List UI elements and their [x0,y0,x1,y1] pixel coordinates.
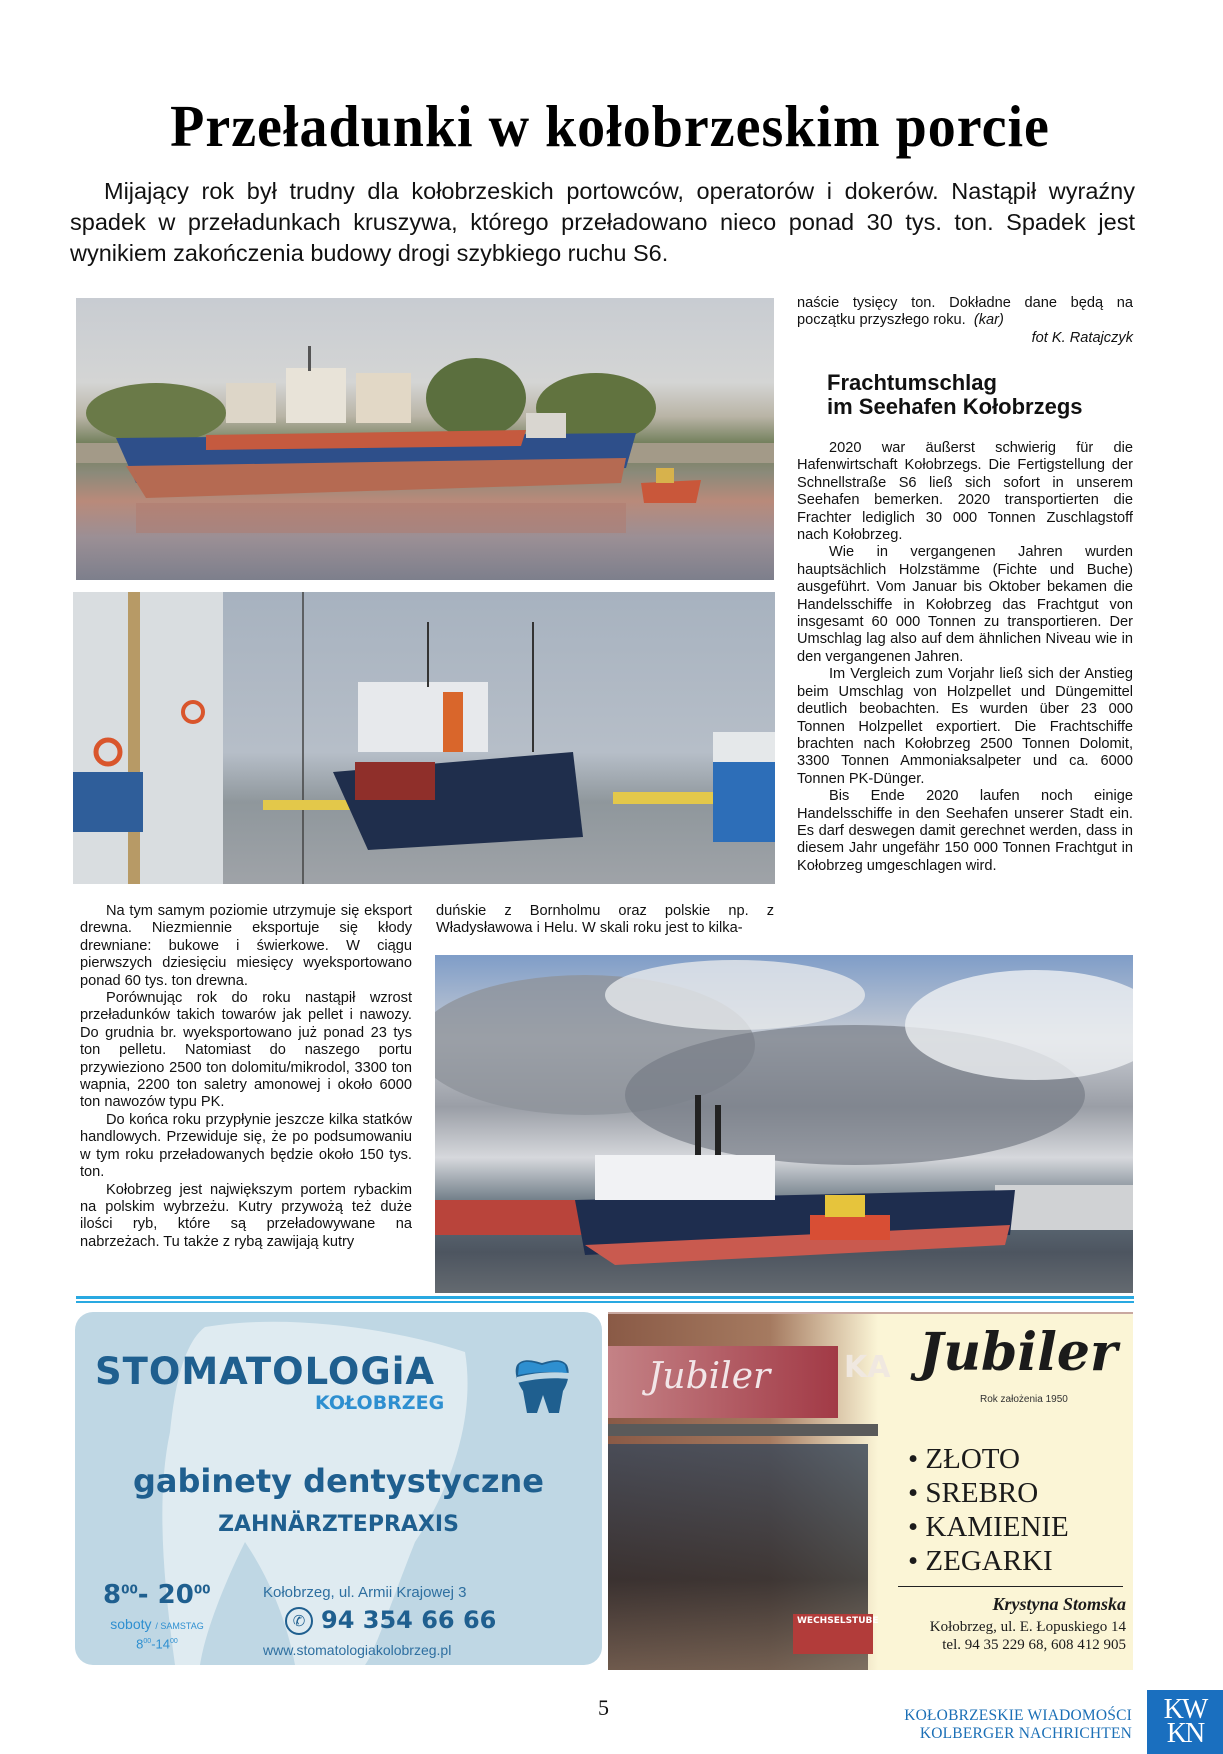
dental-headline: gabinety dentystyczne [133,1462,544,1500]
dental-city: KOŁOBRZEG [315,1392,445,1414]
dental-hours-saturday [97,1617,217,1651]
page-number: 5 [598,1695,609,1720]
lead-paragraph: Mijający rok był trudny dla kołobrzeskich portowców, operatorów i dokerów. Nastąpił wyraźny spadek w przeładunkach kruszywa, którego przeładowano nieco ponad 30 tys. ton. Spadek jest wynikiem zakończenia budowy drogi szybkiego ruchu S6. [70,178,1135,266]
dental-hours-weekday: $8^{00}-$ $20^{00}$ [103,1580,211,1610]
divider-line [76,1301,1134,1303]
article-column-2 [436,903,774,938]
jeweler-item: • ZEGARKI [908,1545,1053,1577]
shop-awning [608,1424,878,1436]
jeweler-item-label: ZEGARKI [925,1545,1053,1577]
ad-dental-clinic [75,1312,602,1665]
sat-to: 14 [155,1636,171,1652]
jeweler-address: Kołobrzeg, ul. E. Łopuskiego 14 [929,1619,1126,1635]
jeweler-item-label: KAMIENIE [925,1511,1069,1543]
logo-top: KW [1163,1694,1207,1725]
saturday-label-de: / SAMSTAG [155,1621,204,1631]
shop-sign-text: Jubiler [648,1356,771,1397]
photo2-illustration [73,592,775,884]
photo3-illustration [435,955,1133,1293]
jeweler-item-label: ZŁOTO [925,1443,1020,1475]
photo1-illustration [76,298,774,580]
jeweler-item: • ZŁOTO [908,1443,1020,1475]
publication-name-pl: KOŁOBRZESKIE WIADOMOŚCI [904,1707,1132,1724]
paragraph: Porównując rok do roku nastąpił wzrost przeładunków takich towarów jak pellet i nawozy. Do grudnia br. wyeksportowano już ponad 23 tys ton pelletu. Natomiast do naszego portu przywieziono 2500 ton dolomitu/mikrodol, 3300 ton wapnia, 2200 ton saletry amonowej i około 6000 ton nawozów typu PK. [80,990,412,1111]
german-heading-line1: Frachtumschlag [827,370,997,395]
shop-sign-text-2: KA [844,1350,891,1385]
photo-cargo-ship-harbor [76,298,774,580]
paragraph: Wie in vergangenen Jahren wurden hauptsächlich Holzstämme (Fichte und Buche) ausgeführt. Vom Januar bis Oktober bekamen die Handelsschiffe in Kołobrzeg das Frachtgut von insgesamt 60 000 Tonnen zu transportieren. Der Umschlag lag also auf dem ähnlichen Niveau wie in den vergangenen Jahren. [797,544,1133,665]
saturday-label [97,1617,217,1634]
dental-website[interactable]: www.stomatologiakolobrzeg.pl [263,1642,452,1658]
paragraph: Kołobrzeg jest największym portem rybackim na polskim wybrzeżu. Kutry przywożą też duże ilości ryb, które są przeładowywane na nabrzeżach. Tu także z rybą zawijają kutry [80,1181,412,1250]
paragraph: Bis Ende 2020 laufen noch einige Handelsschiffe in den Seehafen unserer Stadt ein. Es darf deswegen damit gerechnet werden, dass in diesem Jahr ungefähr 150 000 Tonnen Frachtgut in Kołobrzeg umgeschlagen wird. [797,788,1133,874]
german-heading-line2: im Seehafen Kołobrzegs [827,394,1083,419]
saturday-label-pl: soboty [110,1616,152,1632]
publication-logo [1147,1690,1223,1754]
jeweler-items [908,1442,1069,1578]
dental-brand: STOMATOLOGiA [95,1350,436,1393]
paragraph-text: naście tysięcy ton. Dokładne dane będą na początku przyszłego roku. [797,295,1133,329]
jeweler-logo: Jubiler [918,1322,1118,1383]
jeweler-founded: Rok założenia 1950 [980,1394,1068,1405]
paragraph: Im Vergleich zum Vorjahr ließ sich der Anstieg beim Umschlag von Holzpellet und Düngemittel deutlich beobachten. Es wurden über 23 000 Tonnen Holzpellet exportiert. Die Frachtschiffe brachten nach Kołobrzeg 2500 Tonnen Dolomit, 3300 Tonnen Ammoniaksalpeter und ca. 6000 Tonnen PK-Dünger. [797,666,1133,787]
hours-sup: 00 [170,1638,178,1645]
sat-from: 8 [136,1636,144,1652]
paragraph: duńskie z Bornholmu oraz polskie np. z Władysławowa i Helu. W skali roku jest to kilka- [436,903,774,937]
tooth-logo-icon [513,1357,571,1415]
photo-credit: fot K. Ratajczyk [1031,329,1133,346]
dental-phone[interactable]: 94 354 66 66 [321,1606,497,1634]
logo-bottom: KN [1166,1718,1204,1749]
dental-subheadline: ZAHNÄRZTEPRAXIS [218,1512,459,1537]
hours-sup: 00 [121,1582,138,1597]
jeweler-contact [838,1618,1126,1654]
photo-ship-with-tug [435,955,1133,1293]
jeweler-owner: Krystyna Stomska [992,1594,1126,1614]
exchange-sign-text: WECHSELSTUBE [797,1616,879,1626]
article-lead [70,176,1135,269]
publication-name [862,1707,1132,1743]
german-heading [827,371,1137,419]
jeweler-phone[interactable]: tel. 94 35 229 68, 608 412 905 [942,1637,1126,1653]
ad-jeweler [608,1312,1133,1670]
shopfront-photo [608,1314,891,1670]
article-column-1 [80,903,412,1251]
jeweler-item: • KAMIENIE [908,1511,1069,1543]
hours-sup: 00 [193,1582,211,1597]
phone-icon: ✆ [285,1607,313,1635]
hours-sup: 00 [143,1638,152,1645]
paragraph: Do końca roku przypłynie jeszcze kilka statków handlowych. Przewiduje się, że po podsumowaniu w tym roku przeładowanych będzie około 150 tys. ton. [80,1111,412,1181]
paragraph: 2020 war äußerst schwierig für die Hafenwirtschaft Kołobrzegs. Die Fertigstellung der Schnellstraße S6 ließ sich sofort in unserem Seehafen bemerken. 2020 transportierten die Frachter lediglich 30 000 Tonnen Zuschlagstoff nach Kołobrzeg. [797,440,1133,544]
saturday-hours: $8^{00}-14^{00}$ [136,1636,178,1652]
hours-to: 20 [157,1580,194,1610]
article-title: Przeładunki w kołobrzeskim porcie [170,94,1050,160]
author-signature: (kar) [973,312,1004,329]
jeweler-item: • SREBRO [908,1477,1039,1509]
paragraph: Na tym samym poziomie utrzymuje się eksport drewna. Niezmiennie eksportuje się kłody drewniane: bukowe i świerkowe. W ciągu pierwszych dziesięciu miesięcy wyeksportowano ponad 60 tys. ton drewna. [80,903,412,989]
article-column-3 [797,295,1133,347]
divider-line [76,1296,1134,1299]
paragraph [797,295,1133,330]
dental-phone-row [285,1606,496,1635]
dental-address: Kołobrzeg, ul. Armii Krajowej 3 [263,1584,467,1601]
german-article-column [797,440,1133,875]
hours-from: 8 [103,1580,122,1610]
photo-ship-entering-port [73,592,775,884]
jeweler-item-label: SREBRO [925,1477,1039,1509]
jeweler-divider [898,1586,1123,1587]
publication-name-de: KOLBERGER NACHRICHTEN [919,1725,1132,1742]
